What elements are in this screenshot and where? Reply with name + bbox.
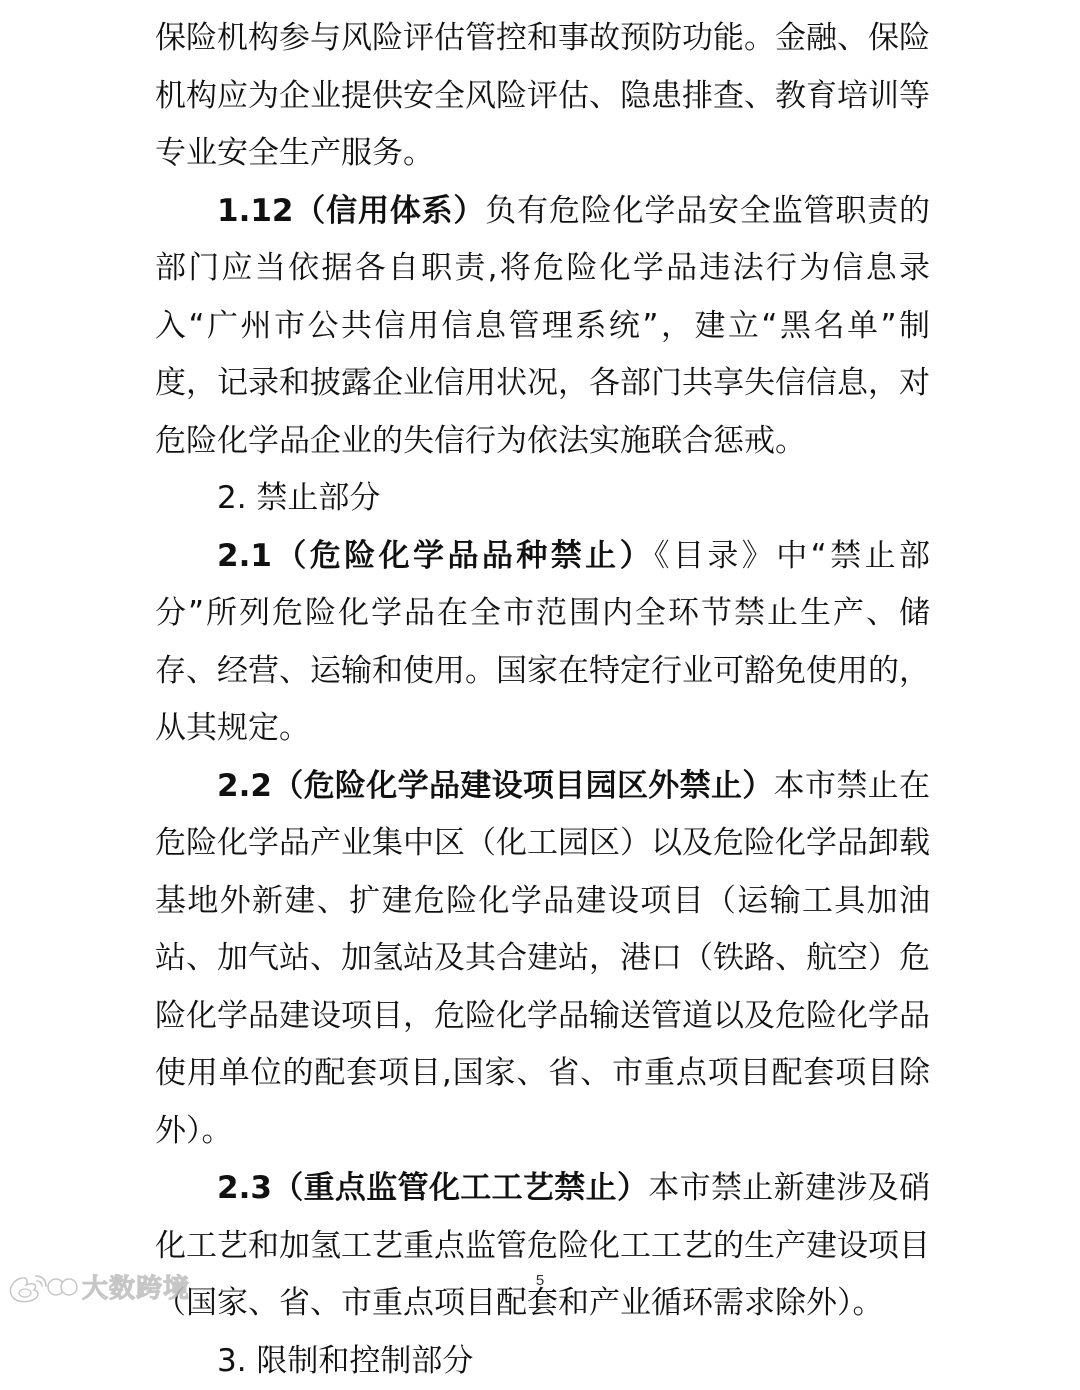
weibo-logo-icon: [6, 1270, 78, 1304]
clause-label: 2.1（危险化学品品种禁止）: [217, 538, 654, 574]
clause-2-2: [155, 758, 930, 1161]
clause-2-1: [155, 528, 930, 758]
watermark: [6, 1268, 190, 1305]
clause-1-12: [155, 183, 930, 471]
section-heading-text: 3. 限制和控制部分: [217, 1343, 473, 1379]
clause-label: 1.12（信用体系）: [217, 193, 485, 229]
page-number: 5: [0, 1272, 1080, 1289]
document-body: [155, 10, 930, 1390]
paragraph-continuation: [155, 10, 930, 183]
section-heading-3: [155, 1333, 930, 1390]
section-heading-2: [155, 470, 930, 528]
section-heading-text: 2. 禁止部分: [217, 480, 380, 516]
paragraph-text: 保险机构参与风险评估管控和事故预防功能。金融、保险机构应为企业提供安全风险评估、隐患排查、教育培训等专业安全生产服务。: [155, 20, 930, 171]
clause-text: 本市禁止新建涉及硝化工艺和加氢工艺重点监管危险化工工艺的生产建设项目（国家、省、市重点项目配套和产业循环需求除外）。: [155, 1170, 930, 1321]
clause-text: 《目录》中“禁止部分”所列危险化学品在全市范围内全环节禁止生产、储存、经营、运输和使用。国家在特定行业可豁免使用的，从其规定。: [155, 538, 930, 747]
clause-text: 负有危险化学品安全监管职责的部门应当依据各自职责,将危险化学品违法行为信息录入“广州市公共信用信息管理系统”，建立“黑名单”制度，记录和披露企业信用状况，各部门共享失信信息，对危险化学品企业的失信行为依法实施联合惩戒。: [155, 193, 930, 459]
clause-label: 2.3（重点监管化工工艺禁止）: [217, 1170, 648, 1206]
clause-text: 本市禁止在危险化学品产业集中区（化工园区）以及危险化学品卸载基地外新建、扩建危险化学品建设项目（运输工具加油站、加气站、加氢站及其合建站，港口（铁路、航空）危险化学品建设项目，危险化学品输送管道以及危险化学品使用单位的配套项目,国家、省、市重点项目配套项目除外）。: [155, 768, 930, 1149]
watermark-text: 大数跨境: [82, 1268, 190, 1305]
clause-label: 2.2（危险化学品建设项目园区外禁止）: [217, 768, 774, 804]
clause-2-3: [155, 1160, 930, 1333]
